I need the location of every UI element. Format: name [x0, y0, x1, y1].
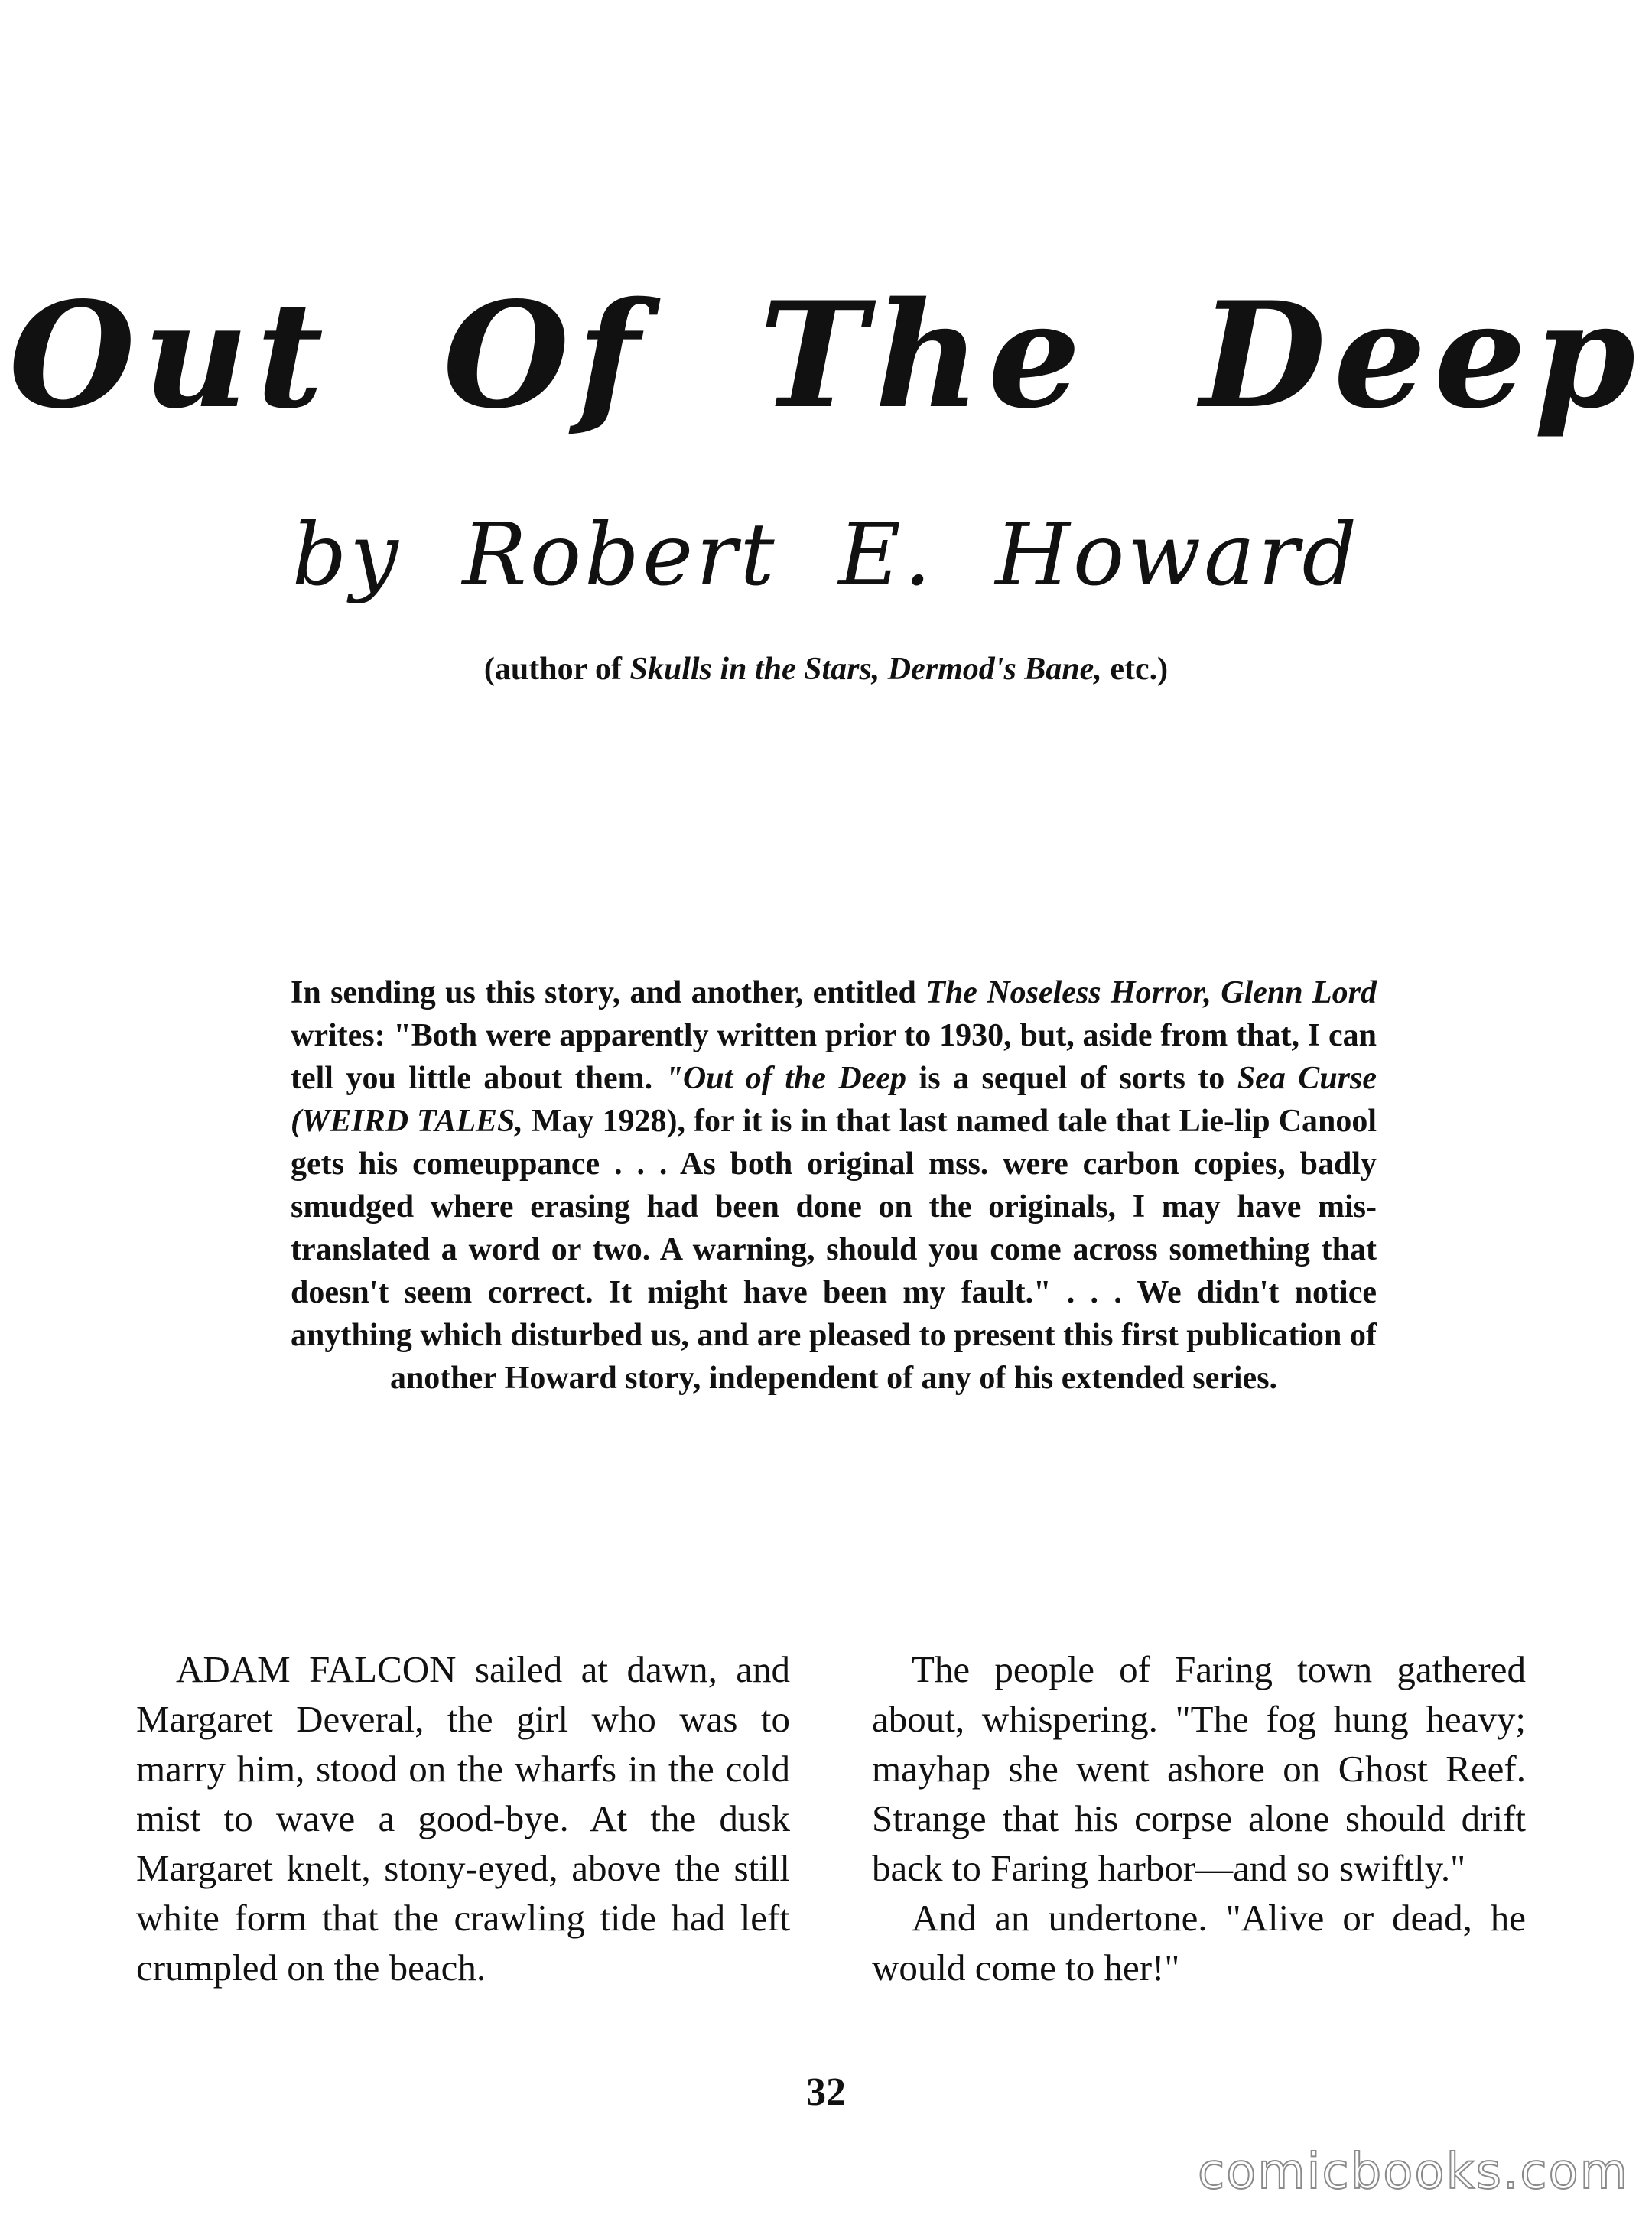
- intro-text-2: writes: "Both were apparently written prior to 1930, but, aside from that, I can tell you little about them.: [291, 1018, 1377, 1096]
- author-note-prefix: (author of: [483, 652, 630, 687]
- editorial-introduction: [291, 971, 1377, 1400]
- intro-noseless-horror: The Noseless Horror, Glenn Lord: [925, 975, 1377, 1010]
- author-byline: by Robert E. Howard: [291, 506, 1361, 605]
- story-column-right: [872, 1644, 1526, 1992]
- story-paragraph: The people of Faring town gathered about, whispering. "The fog hung heavy; mayhap she went ashore on Ghost Reef. Strange that his corpse alone should drift back to Faring harbor—and so swiftly.": [872, 1648, 1526, 1889]
- story-title: Out Of The Deep: [8, 270, 1644, 441]
- story-paragraph: And an undertone. "Alive or dead, he would come to her!": [872, 1897, 1526, 1989]
- author-credits-note: [0, 650, 1652, 688]
- author-note-suffix: etc.): [1101, 652, 1169, 687]
- site-watermark: comicbooks.com: [1197, 2144, 1629, 2200]
- page-number: 32: [806, 2070, 846, 2114]
- author-note-works: Skulls in the Stars, Dermod's Bane,: [629, 652, 1102, 687]
- story-column-left: [136, 1644, 790, 1992]
- intro-text-1: In sending us this story, and another, entitled: [291, 975, 926, 1010]
- intro-sea-curse: Sea Curse (WEIRD TALES,: [291, 1061, 1377, 1139]
- story-paragraph: ADAM FALCON sailed at dawn, and Margaret Deveral, the girl who was to marry him, stood on the wharfs in the cold mist to wave a good-bye. At the dusk Margaret knelt, stony-eyed, above the still white form that the crawling tide had left crumpled on the beach.: [136, 1648, 790, 1989]
- intro-out-of-the-deep: "Out of the Deep: [665, 1061, 907, 1096]
- intro-text-3: is a sequel of sorts to: [906, 1061, 1237, 1096]
- intro-text-4: May 1928), for it is in that last named tale that Lie-lip Canool gets his comeuppance . . . As both original mss. were carbon copies, badly smudged where erasing had been done on the originals, I may have mis-translated a word or two. A warning, should you come across something that doesn't seem correct. It might have been my fault." . . . We didn't notice anything which disturbed us, and are pleased to present this first publication of another Howard story, independent of any of his extended series.: [291, 1104, 1377, 1396]
